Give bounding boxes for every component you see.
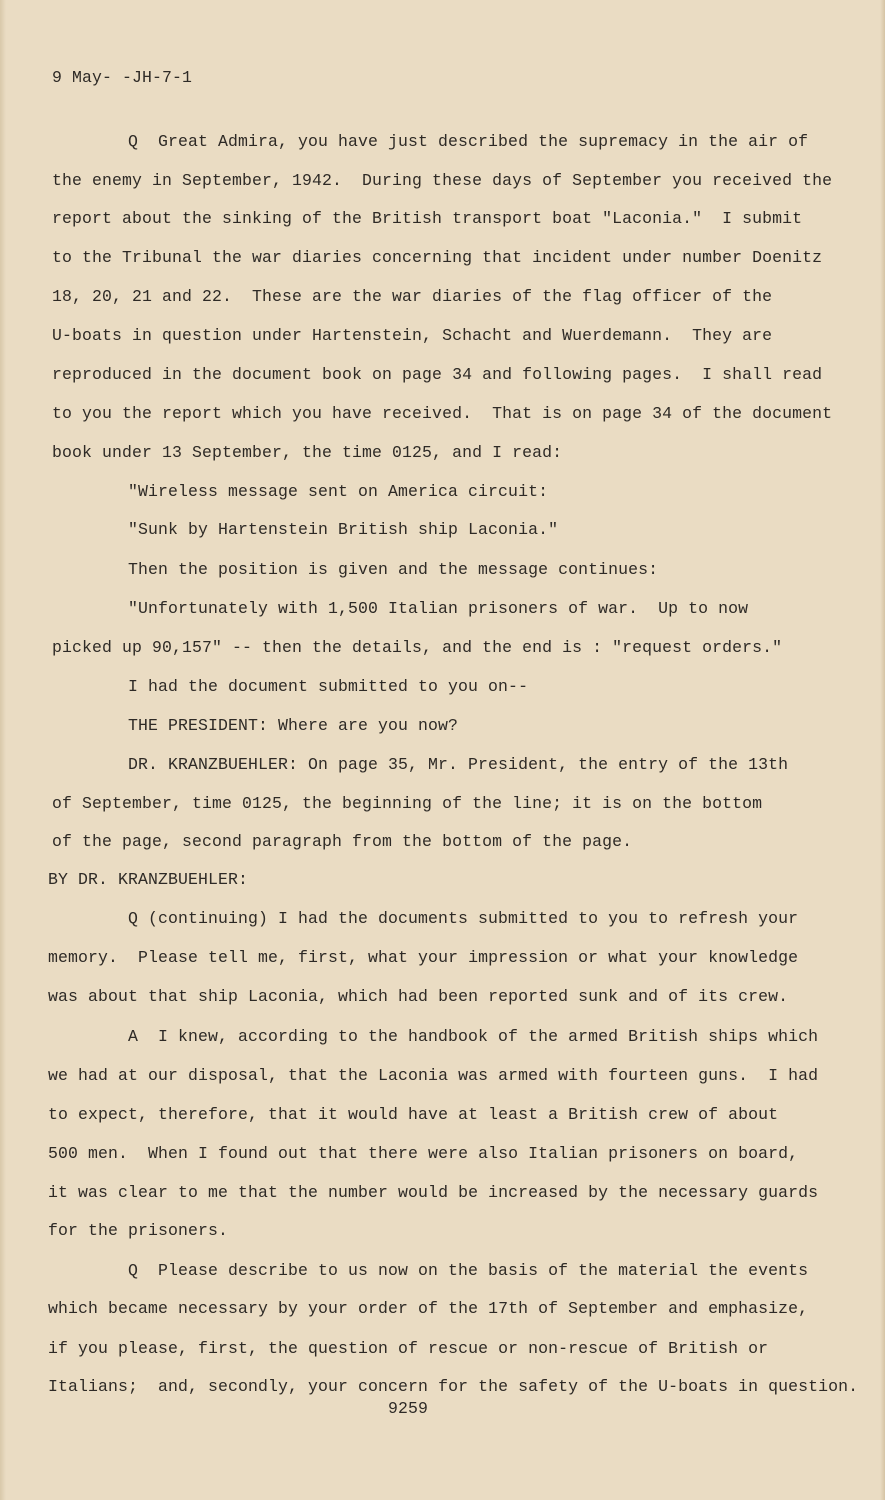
text-line: DR. KRANZBUEHLER: On page 35, Mr. President, the entry of the 13th [128, 755, 789, 774]
text-line: to you the report which you have received. That is on page 34 of the document [52, 404, 833, 423]
text-line: reproduced in the document book on page 34 and following pages. I shall read [52, 365, 823, 384]
text-line: report about the sinking of the British transport boat "Laconia." I submit [52, 209, 803, 228]
text-line: 18, 20, 21 and 22. These are the war diaries of the flag officer of the [52, 287, 773, 306]
text-line: to expect, therefore, that it would have at least a British crew of about [48, 1105, 779, 1124]
text-line: of September, time 0125, the beginning of the line; it is on the bottom [52, 794, 763, 813]
paper-right-edge [880, 0, 885, 1500]
text-line: we had at our disposal, that the Laconia was armed with fourteen guns. I had [48, 1066, 819, 1085]
text-line: A I knew, according to the handbook of the armed British ships which [128, 1027, 819, 1046]
text-line: 500 men. When I found out that there were also Italian prisoners on board, [48, 1144, 799, 1163]
text-line: Q Great Admira, you have just described the supremacy in the air of [128, 132, 809, 151]
text-line: memory. Please tell me, first, what your impression or what your knowledge [48, 948, 799, 967]
text-line: to the Tribunal the war diaries concerning that incident under number Doenitz [52, 248, 823, 267]
text-line: "Unfortunately with 1,500 Italian prisoners of war. Up to now [128, 599, 749, 618]
text-line: was about that ship Laconia, which had been reported sunk and of its crew. [48, 987, 789, 1006]
text-line: "Sunk by Hartenstein British ship Laconia." [128, 520, 559, 539]
text-line: it was clear to me that the number would be increased by the necessary guards [48, 1183, 819, 1202]
text-line: THE PRESIDENT: Where are you now? [128, 716, 459, 735]
text-line: book under 13 September, the time 0125, and I read: [52, 443, 563, 462]
text-line: Italians; and, secondly, your concern for the safety of the U-boats in question. [48, 1377, 859, 1396]
text-line: "Wireless message sent on America circuit: [128, 482, 549, 501]
text-line: picked up 90,157" -- then the details, and the end is : "request orders." [52, 638, 783, 657]
text-line: the enemy in September, 1942. During these days of September you received the [52, 171, 833, 190]
text-line: of the page, second paragraph from the bottom of the page. [52, 832, 633, 851]
paper-left-edge [0, 0, 6, 1500]
text-line: Then the position is given and the message continues: [128, 560, 659, 579]
text-line: BY DR. KRANZBUEHLER: [48, 870, 249, 889]
text-line: for the prisoners. [48, 1221, 229, 1240]
text-line: Q Please describe to us now on the basis of the material the events [128, 1261, 809, 1280]
text-line: which became necessary by your order of the 17th of September and emphasize, [48, 1299, 809, 1318]
page-header: 9 May- -JH-7-1 [52, 68, 193, 87]
text-line: if you please, first, the question of rescue or non-rescue of British or [48, 1339, 769, 1358]
text-line: I had the document submitted to you on-- [128, 677, 529, 696]
text-line: Q (continuing) I had the documents submitted to you to refresh your [128, 909, 799, 928]
page-number: 9259 [388, 1399, 429, 1418]
text-line: U-boats in question under Hartenstein, Schacht and Wuerdemann. They are [52, 326, 773, 345]
